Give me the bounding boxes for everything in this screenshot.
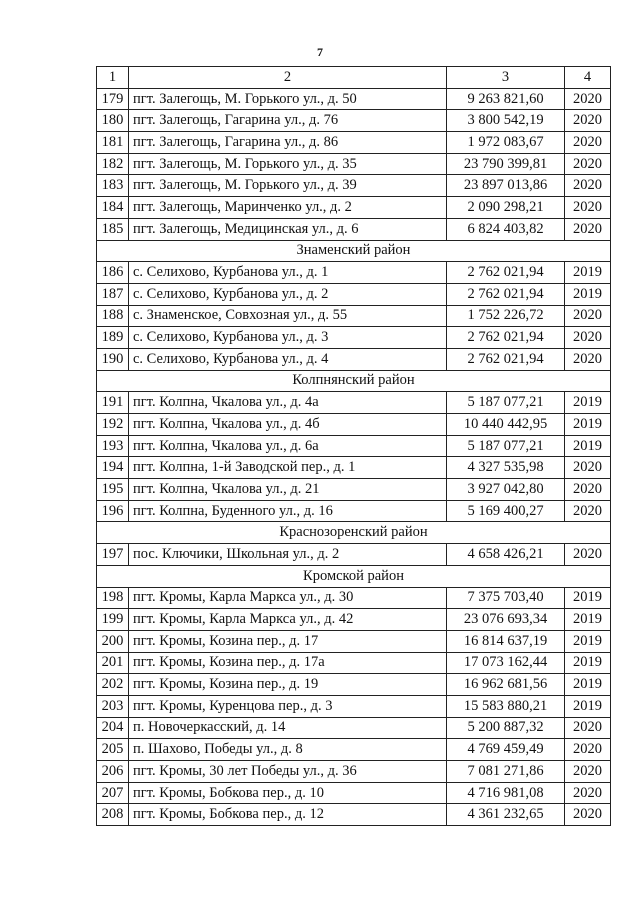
row-number-cell: 204: [97, 717, 129, 739]
table-row: [97, 674, 611, 696]
table-row: [97, 305, 611, 327]
cost-cell: 1 972 083,67: [447, 132, 565, 154]
cost-cell: 4 716 981,08: [447, 782, 565, 804]
address-cell: пгт. Колпна, Чкалова ул., д. 21: [129, 479, 447, 501]
table-row: [97, 392, 611, 414]
table-row: [97, 435, 611, 457]
table-row: [97, 782, 611, 804]
row-number-cell: 196: [97, 500, 129, 522]
row-number-cell: 180: [97, 110, 129, 132]
section-title: Краснозоренский район: [97, 522, 611, 544]
cost-cell: 23 790 399,81: [447, 153, 565, 175]
address-cell: пгт. Залегощь, М. Горького ул., д. 35: [129, 153, 447, 175]
table-row: [97, 804, 611, 826]
cost-cell: 5 200 887,32: [447, 717, 565, 739]
cost-cell: 6 824 403,82: [447, 218, 565, 240]
address-cell: п. Новочеркасский, д. 14: [129, 717, 447, 739]
address-cell: пгт. Кромы, Козина пер., д. 17а: [129, 652, 447, 674]
section-title: Кромской район: [97, 565, 611, 587]
table-row: [97, 283, 611, 305]
table-row: [97, 609, 611, 631]
row-number-cell: 195: [97, 479, 129, 501]
table-row: [97, 414, 611, 436]
section-title: Колпнянский район: [97, 370, 611, 392]
year-cell: 2020: [565, 305, 611, 327]
table-row: [97, 739, 611, 761]
row-number-cell: 183: [97, 175, 129, 197]
cost-cell: 7 081 271,86: [447, 761, 565, 783]
address-cell: пгт. Залегощь, Маринченко ул., д. 2: [129, 197, 447, 219]
row-number-cell: 188: [97, 305, 129, 327]
table-header: [97, 67, 611, 89]
row-number-cell: 187: [97, 283, 129, 305]
year-cell: 2019: [565, 414, 611, 436]
cost-cell: 23 897 013,86: [447, 175, 565, 197]
cost-cell: 3 800 542,19: [447, 110, 565, 132]
section-title: Знаменский район: [97, 240, 611, 262]
address-cell: пос. Ключики, Школьная ул., д. 2: [129, 544, 447, 566]
address-cell: пгт. Колпна, Чкалова ул., д. 6а: [129, 435, 447, 457]
row-number-cell: 198: [97, 587, 129, 609]
year-cell: 2020: [565, 218, 611, 240]
address-cell: пгт. Кромы, Куренцова пер., д. 3: [129, 695, 447, 717]
row-number-cell: 205: [97, 739, 129, 761]
table-row: [97, 652, 611, 674]
page-number: 7: [317, 45, 323, 59]
cost-cell: 17 073 162,44: [447, 652, 565, 674]
row-number-cell: 189: [97, 327, 129, 349]
year-cell: 2020: [565, 457, 611, 479]
address-cell: пгт. Кромы, Бобкова пер., д. 12: [129, 804, 447, 826]
row-number-cell: 191: [97, 392, 129, 414]
cost-cell: 23 076 693,34: [447, 609, 565, 631]
cost-cell: 2 762 021,94: [447, 283, 565, 305]
row-number-cell: 201: [97, 652, 129, 674]
cost-cell: 5 187 077,21: [447, 435, 565, 457]
cost-cell: 4 658 426,21: [447, 544, 565, 566]
address-cell: с. Селихово, Курбанова ул., д. 4: [129, 348, 447, 370]
address-cell: пгт. Колпна, 1-й Заводской пер., д. 1: [129, 457, 447, 479]
header-cell-year: 4: [565, 67, 611, 89]
cost-cell: 16 814 637,19: [447, 630, 565, 652]
section-row: [97, 370, 611, 392]
year-cell: 2019: [565, 587, 611, 609]
table-body: [97, 88, 611, 825]
table-row: [97, 175, 611, 197]
row-number-cell: 190: [97, 348, 129, 370]
cost-cell: 2 762 021,94: [447, 262, 565, 284]
table-row: [97, 695, 611, 717]
header-cell-cost: 3: [447, 67, 565, 89]
year-cell: 2020: [565, 804, 611, 826]
table-row: [97, 218, 611, 240]
section-row: [97, 240, 611, 262]
year-cell: 2020: [565, 132, 611, 154]
row-number-cell: 199: [97, 609, 129, 631]
address-cell: пгт. Кромы, 30 лет Победы ул., д. 36: [129, 761, 447, 783]
cost-cell: 5 187 077,21: [447, 392, 565, 414]
address-cell: пгт. Кромы, Карла Маркса ул., д. 42: [129, 609, 447, 631]
row-number-cell: 192: [97, 414, 129, 436]
row-number-cell: 206: [97, 761, 129, 783]
year-cell: 2019: [565, 695, 611, 717]
address-cell: с. Селихово, Курбанова ул., д. 1: [129, 262, 447, 284]
year-cell: 2020: [565, 761, 611, 783]
registry-table: [96, 66, 611, 826]
year-cell: 2020: [565, 327, 611, 349]
row-number-cell: 186: [97, 262, 129, 284]
year-cell: 2019: [565, 609, 611, 631]
address-cell: пгт. Залегощь, М. Горького ул., д. 39: [129, 175, 447, 197]
year-cell: 2020: [565, 153, 611, 175]
table-row: [97, 457, 611, 479]
address-cell: пгт. Кромы, Козина пер., д. 19: [129, 674, 447, 696]
cost-cell: 9 263 821,60: [447, 88, 565, 110]
address-cell: с. Селихово, Курбанова ул., д. 3: [129, 327, 447, 349]
cost-cell: 4 769 459,49: [447, 739, 565, 761]
cost-cell: 4 361 232,65: [447, 804, 565, 826]
row-number-cell: 184: [97, 197, 129, 219]
address-cell: пгт. Колпна, Буденного ул., д. 16: [129, 500, 447, 522]
year-cell: 2020: [565, 110, 611, 132]
address-cell: пгт. Кромы, Козина пер., д. 17: [129, 630, 447, 652]
year-cell: 2019: [565, 392, 611, 414]
table-row: [97, 544, 611, 566]
year-cell: 2019: [565, 652, 611, 674]
address-cell: с. Знаменское, Совхозная ул., д. 55: [129, 305, 447, 327]
table-row: [97, 630, 611, 652]
year-cell: 2020: [565, 197, 611, 219]
year-cell: 2020: [565, 782, 611, 804]
address-cell: пгт. Залегощь, Медицинская ул., д. 6: [129, 218, 447, 240]
year-cell: 2020: [565, 500, 611, 522]
address-cell: пгт. Залегощь, М. Горького ул., д. 50: [129, 88, 447, 110]
cost-cell: 1 752 226,72: [447, 305, 565, 327]
table-row: [97, 153, 611, 175]
header-cell-address: 2: [129, 67, 447, 89]
table-row: [97, 348, 611, 370]
year-cell: 2020: [565, 717, 611, 739]
cost-cell: 10 440 442,95: [447, 414, 565, 436]
year-cell: 2020: [565, 544, 611, 566]
row-number-cell: 179: [97, 88, 129, 110]
cost-cell: 5 169 400,27: [447, 500, 565, 522]
year-cell: 2020: [565, 175, 611, 197]
address-cell: с. Селихово, Курбанова ул., д. 2: [129, 283, 447, 305]
cost-cell: 15 583 880,21: [447, 695, 565, 717]
address-cell: пгт. Колпна, Чкалова ул., д. 4б: [129, 414, 447, 436]
address-cell: пгт. Залегощь, Гагарина ул., д. 86: [129, 132, 447, 154]
section-row: [97, 565, 611, 587]
cost-cell: 4 327 535,98: [447, 457, 565, 479]
address-cell: пгт. Кромы, Бобкова пер., д. 10: [129, 782, 447, 804]
year-cell: 2019: [565, 262, 611, 284]
section-row: [97, 522, 611, 544]
year-cell: 2019: [565, 435, 611, 457]
row-number-cell: 203: [97, 695, 129, 717]
row-number-cell: 208: [97, 804, 129, 826]
row-number-cell: 194: [97, 457, 129, 479]
header-cell-number: 1: [97, 67, 129, 89]
row-number-cell: 197: [97, 544, 129, 566]
row-number-cell: 181: [97, 132, 129, 154]
row-number-cell: 207: [97, 782, 129, 804]
year-cell: 2019: [565, 283, 611, 305]
table-row: [97, 88, 611, 110]
cost-cell: 7 375 703,40: [447, 587, 565, 609]
year-cell: 2020: [565, 88, 611, 110]
row-number-cell: 185: [97, 218, 129, 240]
year-cell: 2020: [565, 348, 611, 370]
year-cell: 2019: [565, 674, 611, 696]
table-row: [97, 761, 611, 783]
row-number-cell: 200: [97, 630, 129, 652]
table-row: [97, 110, 611, 132]
year-cell: 2020: [565, 739, 611, 761]
row-number-cell: 182: [97, 153, 129, 175]
address-cell: п. Шахово, Победы ул., д. 8: [129, 739, 447, 761]
table-row: [97, 197, 611, 219]
cost-cell: 3 927 042,80: [447, 479, 565, 501]
row-number-cell: 193: [97, 435, 129, 457]
cost-cell: 2 090 298,21: [447, 197, 565, 219]
header-row: [97, 67, 611, 89]
year-cell: 2020: [565, 479, 611, 501]
table-row: [97, 479, 611, 501]
year-cell: 2019: [565, 630, 611, 652]
address-cell: пгт. Колпна, Чкалова ул., д. 4а: [129, 392, 447, 414]
row-number-cell: 202: [97, 674, 129, 696]
table-row: [97, 327, 611, 349]
cost-cell: 2 762 021,94: [447, 327, 565, 349]
address-cell: пгт. Кромы, Карла Маркса ул., д. 30: [129, 587, 447, 609]
cost-cell: 16 962 681,56: [447, 674, 565, 696]
table-row: [97, 500, 611, 522]
table-row: [97, 717, 611, 739]
address-cell: пгт. Залегощь, Гагарина ул., д. 76: [129, 110, 447, 132]
table-row: [97, 587, 611, 609]
cost-cell: 2 762 021,94: [447, 348, 565, 370]
table-row: [97, 132, 611, 154]
table-row: [97, 262, 611, 284]
